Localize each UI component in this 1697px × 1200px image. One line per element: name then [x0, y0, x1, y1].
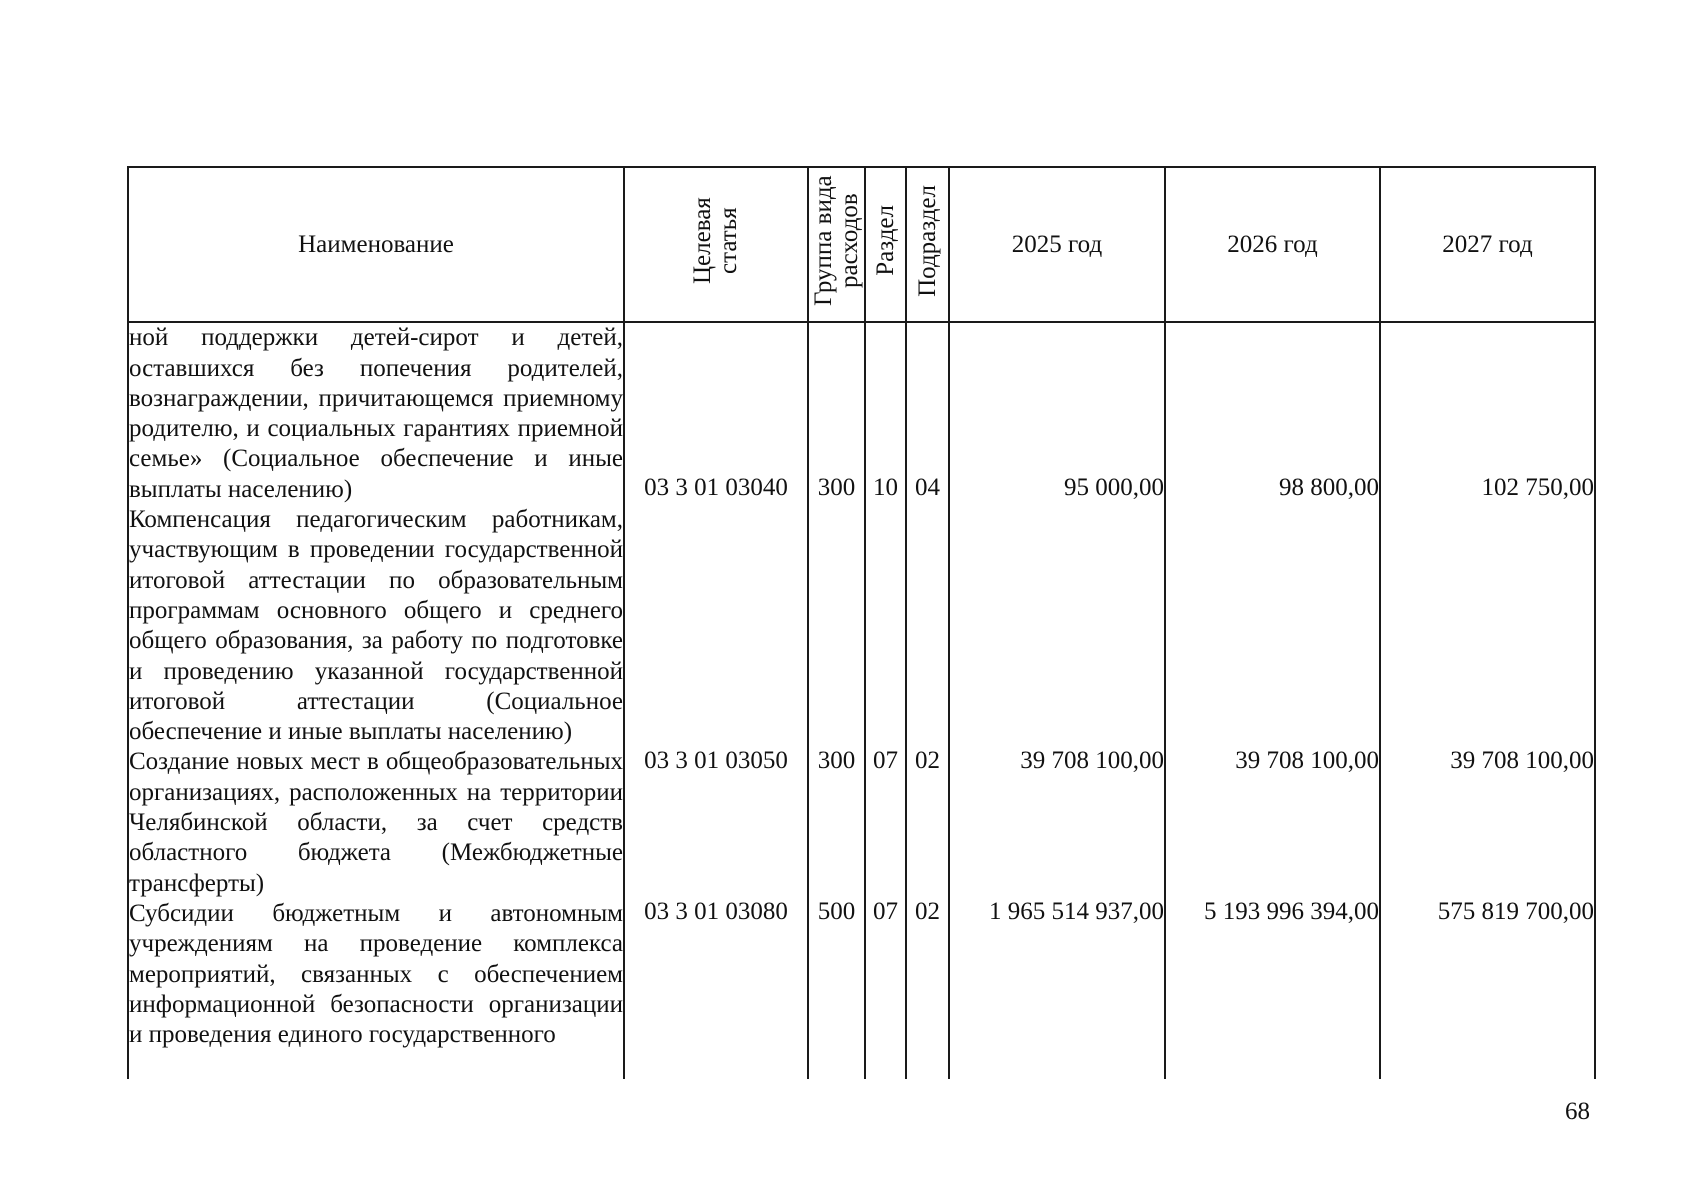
row-3-subsection: 02: [915, 898, 940, 926]
row-name-2: Компенсация педагогическим работникам, участвующим в проведении государственной итоговой аттестации по образовательным программам основного общего и среднего общего образования, за работу по подготовке и проведению указанной государственной итоговой аттестации (Социальное обеспечение и иные выплаты населению): [129, 506, 623, 746]
table-row: [128, 322, 1595, 1079]
row-1-year-2025: 95 000,00: [1064, 474, 1164, 502]
header-year-2025-text: 2025 год: [1011, 230, 1103, 258]
year-2027-column: [1380, 322, 1595, 1079]
row-2-expense-group: 300: [817, 747, 856, 775]
row-1-expense-group: 300: [817, 474, 856, 502]
header-year-2025: [949, 167, 1165, 322]
header-year-2026: [1165, 167, 1380, 322]
row-2-year-2025: 39 708 100,00: [1020, 747, 1164, 775]
row-3-year-2025: 1 965 514 937,00: [989, 898, 1164, 926]
row-1-section: 10: [873, 474, 898, 502]
header-name: [128, 167, 624, 322]
row-3-section: 07: [873, 898, 898, 926]
row-3-expense-group: 500: [817, 898, 856, 926]
row-2-subsection: 02: [915, 747, 940, 775]
row-name-4: Субсидии бюджетным и автономным учреждениям на проведение комплекса мероприятий, связанных с обеспечением информационной безопасности организации и проведения единого государственного: [129, 899, 623, 1049]
row-2-target-article: 03 3 01 03050: [644, 747, 788, 775]
row-1-subsection: 04: [915, 474, 940, 502]
year-2025-column: [949, 322, 1165, 1079]
budget-table: [127, 166, 1596, 1079]
row-1-target-article: 03 3 01 03040: [644, 474, 788, 502]
header-subsection-text: Подраздел: [913, 184, 941, 297]
page-number: 68: [1565, 1098, 1590, 1125]
header-target-article: [624, 167, 808, 322]
row-3-year-2027: 575 819 700,00: [1437, 898, 1594, 926]
row-name-3: Создание новых мест в общеобразовательных организациях, расположенных на территории Челябинской области, за счет средств областного бюджета (Межбюджетные трансферты): [129, 748, 623, 897]
section-column: [865, 322, 906, 1079]
table-header-row: [128, 167, 1595, 322]
target-article-column: [624, 322, 808, 1079]
header-year-2027: [1380, 167, 1595, 322]
header-target-article-text: Целевая статья: [689, 197, 742, 284]
subsection-column: [906, 322, 949, 1079]
header-section: [865, 167, 906, 322]
name-column: [128, 322, 624, 1079]
row-3-year-2026: 5 193 996 394,00: [1204, 898, 1379, 926]
header-year-2027-text: 2027 год: [1442, 230, 1533, 258]
header-subsection: [906, 167, 949, 322]
header-section-text: Раздел: [871, 205, 899, 276]
expense-group-column: [808, 322, 865, 1079]
row-2-section: 07: [873, 747, 898, 775]
row-2-year-2026: 39 708 100,00: [1235, 747, 1379, 775]
row-name-1: ной поддержки детей-сирот и детей, оставшихся без попечения родителей, вознаграждении, причитающемся приемному родителю, и социальных гарантиях приемной семье» (Социальное обеспечение и иные выплаты населению): [129, 324, 623, 503]
row-1-year-2027: 102 750,00: [1481, 474, 1594, 502]
header-expense-group: [808, 167, 865, 322]
row-2-year-2027: 39 708 100,00: [1450, 747, 1594, 775]
row-1-year-2026: 98 800,00: [1279, 474, 1379, 502]
header-year-2026-text: 2026 год: [1227, 230, 1318, 258]
header-name-text: Наименование: [298, 230, 454, 258]
header-expense-group-text: Группа вида расходов: [809, 175, 863, 306]
year-2026-column: [1165, 322, 1380, 1079]
row-3-target-article: 03 3 01 03080: [644, 898, 788, 926]
